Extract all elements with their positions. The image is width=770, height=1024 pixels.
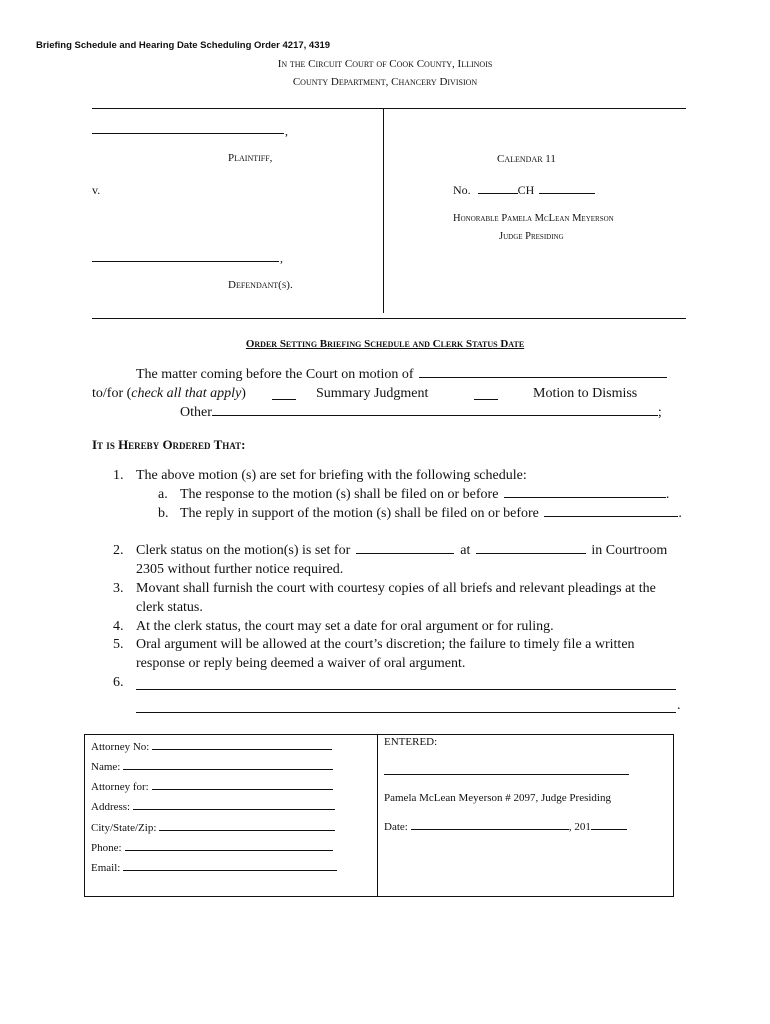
year-field[interactable] <box>591 828 627 830</box>
item3-line2: clerk status. <box>136 600 203 615</box>
other-semicolon: ; <box>657 405 662 420</box>
judge-name: Honorable Pamela McLean Meyerson <box>453 213 614 224</box>
caption-divider <box>383 108 384 313</box>
item1a-num: a. <box>158 487 168 502</box>
address-field[interactable] <box>133 808 335 810</box>
item2-text-b: in Courtroom <box>591 543 668 558</box>
item3-line1: Movant shall furnish the court with courtesy copies of all briefs and relevant pleadings at the <box>136 581 656 596</box>
response-date-field[interactable] <box>504 496 666 498</box>
attorney-no-label: Attorney No: <box>91 741 150 753</box>
court-title-line2: County Department, Chancery Division <box>292 76 478 88</box>
date-comma-year: , 201 <box>568 821 591 833</box>
date-field[interactable] <box>411 828 569 830</box>
other-line <box>180 405 662 421</box>
item2-line2: 2305 without further notice required. <box>136 562 344 577</box>
item1b-line <box>180 506 682 522</box>
plaintiff-name-field[interactable] <box>92 133 284 134</box>
item1b-num: b. <box>158 506 169 521</box>
item2-at: at <box>460 543 471 558</box>
reply-date-field[interactable] <box>544 515 678 517</box>
motion-dismiss-label: Motion to Dismiss <box>533 386 638 401</box>
item1-num: 1. <box>113 468 124 483</box>
city-row <box>91 822 335 834</box>
phone-label: Phone: <box>91 842 122 854</box>
item2-line1 <box>136 543 667 559</box>
attorney-no-field[interactable] <box>152 748 332 750</box>
item5-line1: Oral argument will be allowed at the court’s discretion; the failure to timely file a written <box>136 637 635 652</box>
bottom-box-divider <box>377 734 378 896</box>
email-row <box>91 862 337 874</box>
item2-text-a: Clerk status on the motion(s) is set for <box>136 543 351 558</box>
judge-title: Judge Presiding <box>499 231 564 242</box>
status-time-field[interactable] <box>476 552 586 554</box>
item1b-text: The reply in support of the motion (s) shall be filed on or before <box>180 506 539 521</box>
check-all-text: check all that apply <box>131 386 242 401</box>
date-label: Date: <box>384 821 408 833</box>
item6-period: . <box>677 698 681 713</box>
defendant-label: Defendant(s). <box>228 279 293 291</box>
summary-judgment-checkbox[interactable] <box>272 398 296 400</box>
item1a-period: . <box>665 487 670 502</box>
caption-top-rule <box>92 108 686 109</box>
court-title-line1: In the Circuit Court of Cook County, Illinois <box>277 58 493 70</box>
city-field[interactable] <box>159 829 335 831</box>
item1a-line <box>180 487 669 503</box>
intro-text: The matter coming before the Court on motion of <box>136 367 414 382</box>
plaintiff-comma: , <box>285 124 288 138</box>
attorney-for-field[interactable] <box>152 788 333 790</box>
phone-row <box>91 842 333 854</box>
item6-field-line2[interactable] <box>136 712 676 713</box>
item6-field-line1[interactable] <box>136 689 676 690</box>
name-label: Name: <box>91 761 121 773</box>
case-number-field[interactable] <box>539 192 595 194</box>
judge-signature-line[interactable] <box>384 774 629 775</box>
summary-judgment-label: Summary Judgment <box>316 386 429 401</box>
item3-num: 3. <box>113 581 124 596</box>
attorney-for-row <box>91 781 333 793</box>
hereby-ordered: It is Hereby Ordered That: <box>92 437 246 452</box>
name-field[interactable] <box>123 768 333 770</box>
item1a-text: The response to the motion (s) shall be filed on or before <box>180 487 499 502</box>
email-label: Email: <box>91 862 121 874</box>
city-label: City/State/Zip: <box>91 822 157 834</box>
address-row <box>91 801 335 813</box>
motion-dismiss-checkbox[interactable] <box>474 398 498 400</box>
name-row <box>91 761 333 773</box>
date-row <box>384 821 627 833</box>
movant-field[interactable] <box>419 376 667 378</box>
item6-num: 6. <box>113 675 124 690</box>
defendant-name-field[interactable] <box>92 261 279 262</box>
tofor-line <box>92 386 246 402</box>
item5-num: 5. <box>113 637 124 652</box>
status-date-field[interactable] <box>356 552 454 554</box>
defendant-comma: , <box>280 251 283 265</box>
other-field[interactable] <box>212 414 658 416</box>
entered-label: ENTERED: <box>384 736 438 748</box>
email-field[interactable] <box>123 869 337 871</box>
order-title: Order Setting Briefing Schedule and Clerk Status Date <box>245 338 525 350</box>
phone-field[interactable] <box>125 849 333 851</box>
intro-line <box>136 367 667 383</box>
case-year-field[interactable] <box>478 192 518 194</box>
tofor-close-paren: ) <box>241 386 246 401</box>
case-ch-label: CH <box>517 183 535 197</box>
item4-num: 4. <box>113 619 124 634</box>
versus-label: v. <box>92 183 101 197</box>
item4-text: At the clerk status, the court may set a date for oral argument or for ruling. <box>136 619 554 634</box>
attorney-for-label: Attorney for: <box>91 781 149 793</box>
item1-text: The above motion (s) are set for briefing with the following schedule: <box>136 468 527 483</box>
other-label: Other <box>180 405 212 420</box>
address-label: Address: <box>91 801 131 813</box>
attorney-no-row <box>91 741 332 753</box>
plaintiff-label: Plaintiff, <box>228 152 273 164</box>
case-no-label: No. <box>453 183 471 197</box>
caption-bottom-rule <box>92 318 686 319</box>
item5-line2: response or reply being deemed a waiver of oral argument. <box>136 656 466 671</box>
item1b-period: . <box>678 506 682 521</box>
tofor-text: to/for ( <box>92 386 132 401</box>
case-number <box>453 183 595 198</box>
judge-signature-name: Pamela McLean Meyerson # 2097, Judge Presiding <box>384 792 611 804</box>
calendar-label: Calendar 11 <box>497 153 556 165</box>
item2-num: 2. <box>113 543 124 558</box>
header-note: Briefing Schedule and Hearing Date Scheduling Order 4217, 4319 <box>36 40 331 51</box>
